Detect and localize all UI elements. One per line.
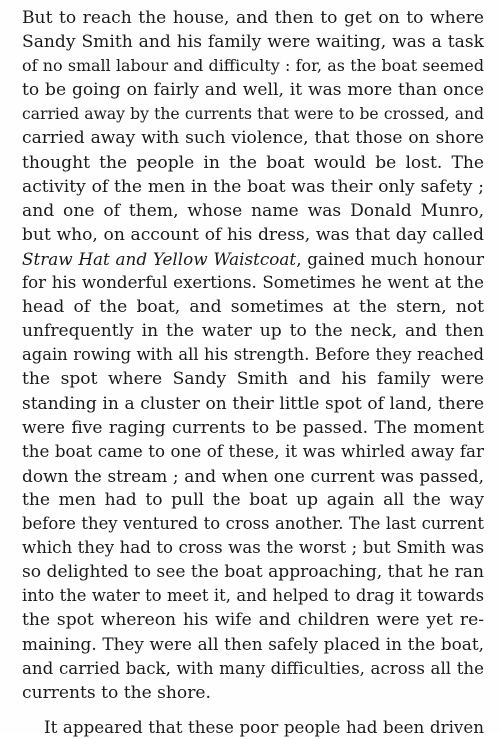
text-line: carried away by the currents that were to be crossed, and [22,105,484,124]
paragraph-2 [22,715,484,739]
text-line: the spot where Sandy Smith and his family were [22,369,484,390]
text-line: unfrequently in the water up to the neck, and then [22,321,484,342]
text-line: But to reach the house, and then to get on to where [22,8,484,28]
text-line: so delighted to see the boat approaching, that he ran [22,562,484,583]
paragraph-1 [22,6,484,705]
text-line: It appeared that these poor people had been driven [44,716,484,737]
text-line: into the water to meet it, and helped to drag it towards [22,586,484,606]
text-line: were five raging currents to be passed. The moment [22,417,484,438]
text-fragment: , gained much honour [296,248,484,269]
text-line: the spot whereon his wife and children were yet re- [22,610,484,631]
text-line: currents to the shore. [22,682,211,703]
text-line: for his wonderful exertions. Sometimes he went at the [22,273,484,293]
text-line: thought the people in the boat would be lost. The [22,152,484,173]
text-line: which they had to cross was the worst ; but Smith was [22,538,484,558]
text-line: again rowing with all his strength. Before they reached [22,345,484,365]
text-line-italic-name [22,247,484,271]
text-line: the men had to pull the boat up again all the way [22,489,484,510]
text-line: Sandy Smith and his family were waiting, was a task [22,32,484,53]
body-text [22,6,484,739]
text-line: and one of them, whose name was Donald Munro, [22,200,484,221]
text-line: down the stream ; and when one current was passed, [22,465,484,486]
text-line: of no small labour and difficulty : for, as the boat seemed [22,56,484,76]
text-line: head of the boat, and sometimes at the stern, not [22,297,484,318]
text-line: maining. They were all then safely placed in the boat, [22,634,484,655]
text-line: the boat came to one of these, it was whirled away far [22,441,484,461]
text-line: and carried back, with many difficulties, across all the [22,658,484,678]
text-line: to be going on fairly and well, it was more than once [22,80,484,101]
paragraph-gap [22,705,484,715]
text-line: activity of the men in the boat was their only safety ; [22,176,484,197]
text-line: before they ventured to cross another. The last current [22,513,484,533]
italic-nickname: Straw Hat and Yellow Waistcoat [22,248,297,269]
text-line: but who, on account of his dress, was that day called [22,224,484,245]
text-line: carried away with such violence, that those on shore [22,128,484,149]
text-line: standing in a cluster on their little spot of land, there [22,393,484,414]
